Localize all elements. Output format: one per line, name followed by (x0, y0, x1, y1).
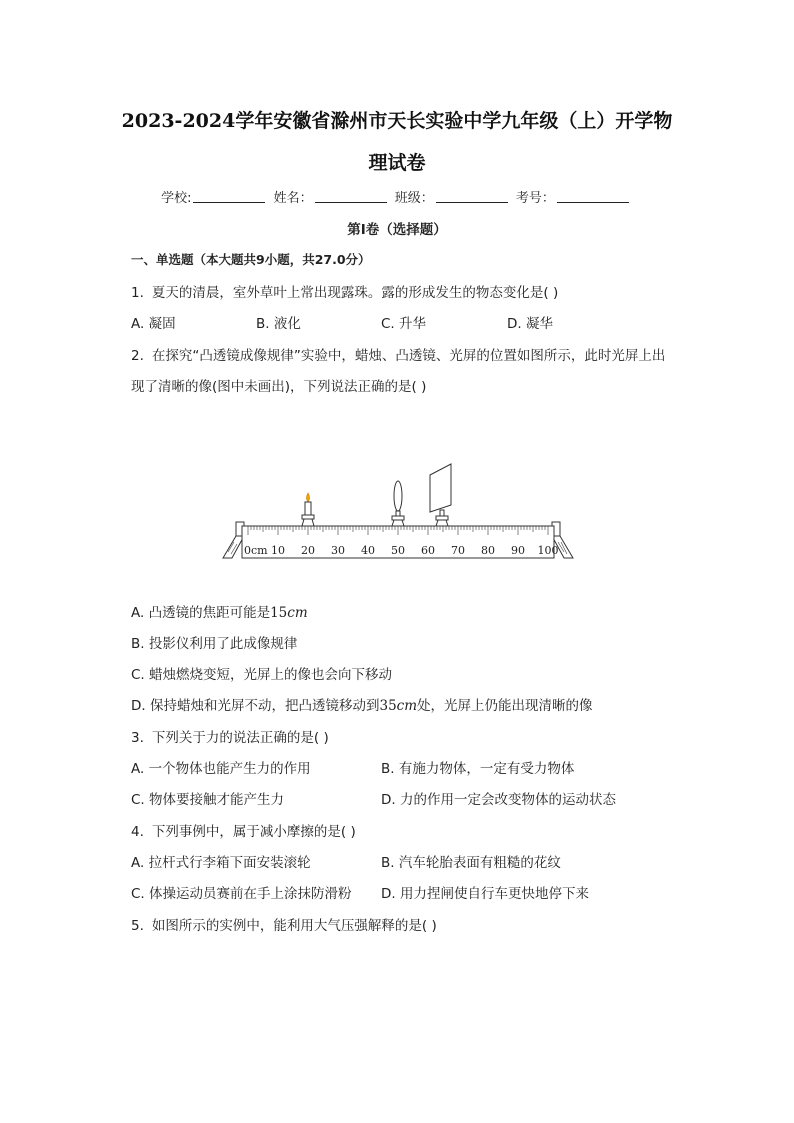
exam-no-blank (557, 190, 629, 203)
q1-option-c: C. 升华 (381, 316, 427, 332)
ruler-scale-label: 80 (481, 544, 495, 557)
ruler-scale-label: 50 (391, 544, 405, 557)
q3-option-d: D. 力的作用一定会改变物体的运动状态 (381, 792, 616, 808)
left-stand (223, 522, 244, 558)
q4-option-d: D. 用力捏闸使自行车更快地停下来 (381, 886, 589, 902)
option-value: 35 (379, 698, 397, 714)
question-text: 在探究“凸透镜成像规律”实验中，蜡烛、凸透镜、光屏的位置如图所示，此时光屏上出 (151, 348, 666, 364)
ruler-scale-label: 100 (537, 544, 559, 557)
q2-option-c: C. 蜡烛燃烧变短，光屏上的像也会向下移动 (131, 667, 393, 683)
class-blank (436, 190, 508, 203)
option-text-tail: 处，光屏上仍能出现清晰的像 (417, 698, 593, 714)
q2-option-d (131, 694, 593, 714)
candle (302, 493, 314, 526)
ruler-scale-label: 40 (361, 544, 375, 557)
option-unit: cm (396, 698, 418, 714)
section-title: 一、单选题（本大题共9小题，共27.0分） (131, 252, 371, 267)
option-value: 15 (270, 605, 288, 621)
option-text: A. 凸透镜的焦距可能是 (131, 605, 271, 621)
school-blank (193, 190, 265, 203)
q2-option-a (131, 601, 308, 621)
ruler-scale-label: 10 (271, 544, 285, 557)
question-text: 下列关于力的说法正确的是( ) (151, 730, 329, 746)
ruler-scale-label: 30 (331, 544, 345, 557)
option-text: D. 保持蜡烛和光屏不动，把凸透镜移动到 (131, 698, 380, 714)
q1-option-a: A. 凝固 (131, 316, 176, 332)
optical-bench-figure (222, 460, 578, 566)
q4-option-a: A. 拉杆式行李箱下面安装滚轮 (131, 855, 311, 871)
convex-lens (392, 481, 404, 526)
ruler-scale-label: 90 (511, 544, 525, 557)
question-number: 2. (131, 348, 144, 364)
question-number: 1. (131, 285, 144, 301)
question-text: 如图所示的实例中，能利用大气压强解释的是( ) (151, 918, 437, 934)
light-screen (430, 464, 451, 526)
school-label: 学校: (161, 191, 192, 206)
q3-option-a: A. 一个物体也能产生力的作用 (131, 761, 311, 777)
name-blank (315, 190, 387, 203)
question-2-line2: 现了清晰的像(图中未画出)，下列说法正确的是( ) (131, 379, 427, 395)
q3-option-c: C. 物体要接触才能产生力 (131, 792, 285, 808)
ruler-scale-label: 60 (421, 544, 435, 557)
question-number: 4. (131, 824, 144, 840)
q4-option-b: B. 汽车轮胎表面有粗糙的花纹 (381, 855, 561, 871)
ruler-scale-label: 20 (301, 544, 315, 557)
ruler-scale-label: 70 (451, 544, 465, 557)
question-2-line1 (131, 344, 665, 364)
class-label: 班级： (394, 191, 434, 206)
q1-option-b: B. 液化 (256, 316, 301, 332)
question-5 (131, 914, 437, 934)
q2-option-b: B. 投影仪利用了此成像规律 (131, 636, 298, 652)
q3-option-b: B. 有施力物体，一定有受力物体 (381, 761, 575, 777)
exam-title-line1: 2023-2024学年安徽省滁州市天长实验中学九年级（上）开学物 (121, 110, 673, 132)
question-3 (131, 726, 329, 746)
question-number: 5. (131, 918, 144, 934)
question-text: 下列事例中，属于减小摩擦的是( ) (151, 824, 356, 840)
student-info-row (0, 187, 794, 206)
question-1 (131, 281, 558, 301)
exam-no-label: 考号： (515, 191, 555, 206)
option-unit: cm (287, 605, 308, 621)
exam-title-line2: 理试卷 (368, 152, 426, 174)
ruler-scale-label: 0cm (244, 544, 268, 557)
q4-option-c: C. 体操运动员赛前在手上涂抹防滑粉 (131, 886, 352, 902)
question-number: 3. (131, 730, 144, 746)
volume-title: 第I卷（选择题） (347, 222, 447, 238)
question-4 (131, 820, 356, 840)
question-text: 夏天的清晨，室外草叶上常出现露珠。露的形成发生的物态变化是( ) (151, 285, 559, 301)
name-label: 姓名： (273, 191, 313, 206)
q1-option-d: D. 凝华 (507, 316, 553, 332)
